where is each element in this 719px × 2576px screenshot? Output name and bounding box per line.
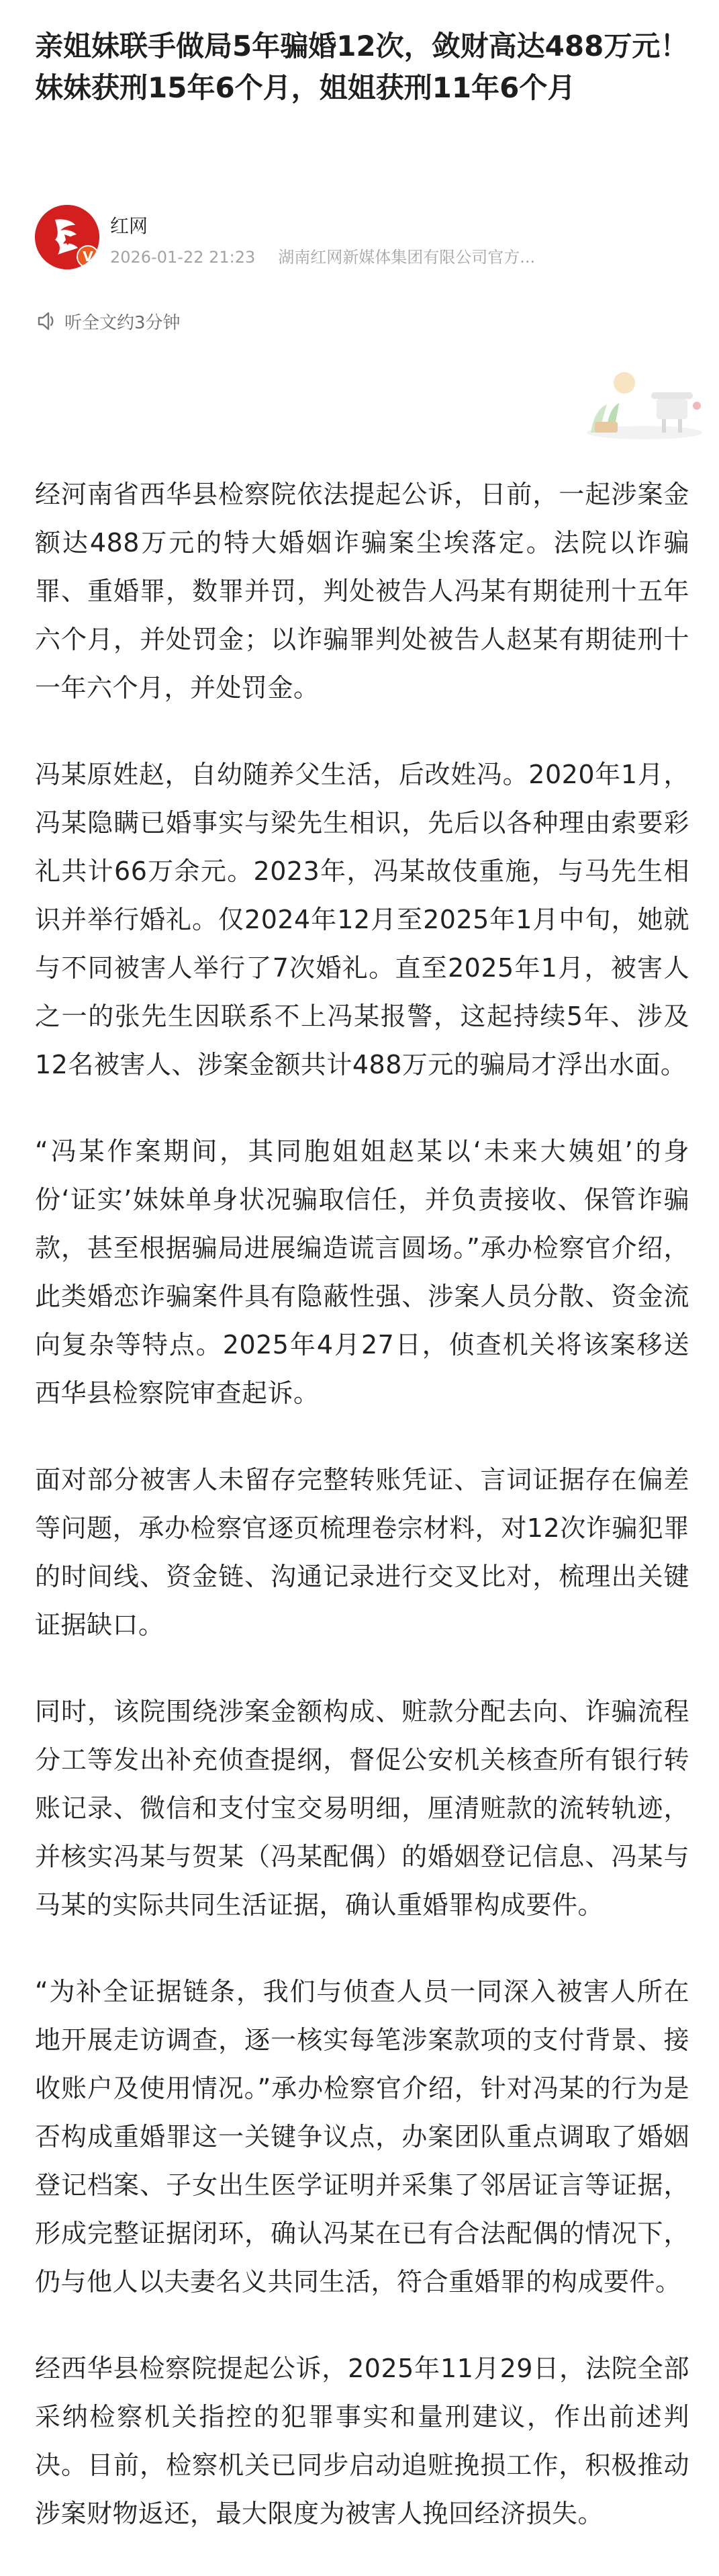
article-paragraph: 同时，该院围绕涉案金额构成、赃款分配去向、诈骗流程分工等发出补充侦查提纲，督促公安机关核查所有银行转账记录、微信和支付宝交易明细，厘清赃款的流转轨迹，并核实冯某与贺某（冯某配偶）的婚姻登记信息、冯某与马某的实际共同生活证据，确认重婚罪构成要件。: [35, 1697, 689, 1920]
article-paragraph: “冯某作案期间，其同胞姐姐赵某以‘未来大姨姐’的身份‘证实’妹妹单身状况骗取信任，并负责接收、保管诈骗款，甚至根据骗局进展编造谎言圆场。”承办检察官介绍，此类婚恋诈骗案件具有隐蔽性强、涉案人员分散、资金流向复杂等特点。2025年4月27日，侦查机关将该案移送西华县检察院审查起诉。: [35, 1137, 689, 1408]
author-meta: [110, 244, 535, 267]
author-name[interactable]: 红网: [110, 215, 148, 237]
plant-and-lamp-illustration-icon: [577, 368, 705, 442]
article-paragraph: 经河南省西华县检察院依法提起公诉，日前，一起涉案金额达488万元的特大婚姻诈骗案尘埃落定。法院以诈骗罪、重婚罪，数罪并罚，判处被告人冯某有期徒刑十五年六个月，并处罚金；以诈骗罪判处被告人赵某有期徒刑十一年六个月，并处罚金。: [35, 480, 689, 703]
article-title: 亲姐妹联手做局5年骗婚12次，敛财高达488万元！妹妹获刑15年6个月，姐姐获刑11年6个月: [35, 30, 689, 104]
publish-timestamp: 2026-01-22 21:23: [110, 248, 256, 267]
listen-label: 听全文约3分钟: [64, 312, 181, 333]
article-paragraph: 冯某原姓赵，自幼随养父生活，后改姓冯。2020年1月，冯某隐瞒已婚事实与梁先生相识，先后以各种理由索要彩礼共计66万余元。2023年，冯某故伎重施，与马先生相识并举行婚礼。仅2024年12月至2025年1月中旬，她就与不同被害人举行了7次婚礼。直至2025年1月，被害人之一的张先生因联系不上冯某报警，这起持续5年、涉及12名被害人、涉案金额共计488万元的骗局才浮出水面。: [35, 760, 689, 1079]
speaker-icon: [35, 309, 59, 333]
article-paragraph: 面对部分被害人未留存完整转账凭证、言词证据存在偏差等问题，承办检察官逐页梳理卷宗材料，对12次诈骗犯罪的时间线、资金链、沟通记录进行交叉比对，梳理出关键证据缺口。: [35, 1465, 689, 1640]
article-paragraph: “为补全证据链条，我们与侦查人员一同深入被害人所在地开展走访调查，逐一核实每笔涉案款项的支付背景、接收账户及使用情况。”承办检察官介绍，针对冯某的行为是否构成重婚罪这一关键争议点，办案团队重点调取了婚姻登记档案、子女出生医学证明并采集了邻居证言等证据，形成完整证据闭环，确认冯某在已有合法配偶的情况下，仍与他人以夫妻名义共同生活，符合重婚罪的构成要件。: [35, 1977, 689, 2297]
article-body: [35, 470, 689, 2576]
verified-v-badge-icon: V: [77, 245, 99, 268]
author-row[interactable]: [35, 205, 689, 272]
article-paragraph: 经西华县检察院提起公诉，2025年11月29日，法院全部采纳检察机关指控的犯罪事实和量刑建议，作出前述判决。目前，检察机关已同步启动追赃挽损工作，积极推动涉案财物返还，最大限度为被害人挽回经济损失。: [35, 2354, 689, 2528]
author-org: 湖南红网新媒体集团有限公司官方...: [278, 248, 536, 267]
listen-full-text-button[interactable]: [35, 308, 181, 335]
author-avatar[interactable]: [35, 205, 99, 269]
